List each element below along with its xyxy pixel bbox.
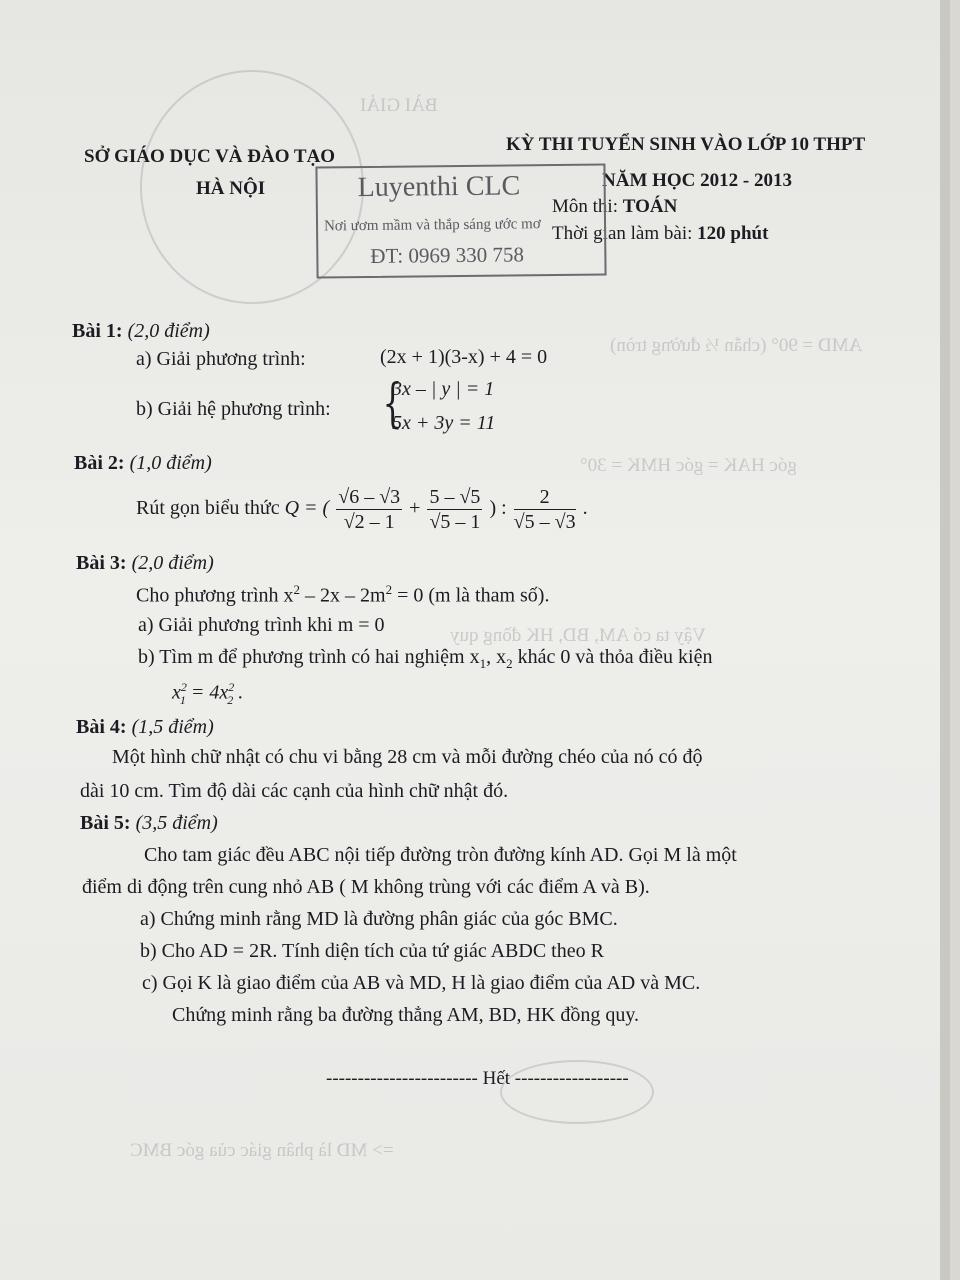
fraction-3: $\frac{2}{√5 - √3}$ [513, 485, 576, 533]
problem-5c: c) Gọi K là giao điểm của AB và MD, H là giao điểm của AD và MC. [142, 972, 701, 994]
subject-value: TOÁN [622, 196, 678, 217]
school-year: NĂM HỌC 2012 - 2013 [602, 170, 792, 191]
problem-4-line2: dài 10 cm. Tìm độ dài các cạnh của hình chữ nhật đó. [80, 780, 509, 802]
exam-title: KỲ THI TUYỂN SINH VÀO LỚP 10 THPT [506, 134, 866, 155]
subject-label: Môn thi: [552, 196, 618, 217]
system-equation-1: 3x – | y | = 1 [392, 378, 495, 400]
problem-4-heading: Bài 4: (1,5 điểm) [76, 716, 214, 738]
department-name: SỞ GIÁO DỤC VÀ ĐÀO TẠO [84, 146, 336, 167]
problem-1a: a) Giải phương trình: [136, 348, 306, 370]
problem-3-statement: Cho phương trình $x^2 - 2x - 2m^2 = 0$ (m là tham số). [136, 582, 550, 607]
paper-edge [940, 0, 950, 1280]
stamp-slogan: Nơi ươm mầm và thắp sáng ước mơ [323, 216, 541, 235]
stamp-phone: ĐT: 0969 330 758 [370, 242, 525, 268]
time-value: 120 phút [697, 223, 769, 244]
problem-4-line1: Một hình chữ nhật có chu vi bằng 28 cm và mỗi đường chéo của nó có độ [112, 746, 703, 768]
problem-5c-continued: Chứng minh rằng ba đường thẳng AM, BD, HK đồng quy. [172, 1004, 640, 1026]
problem-3b: b) Tìm m để phương trình có hai nghiệm $x_1$, $x_2$ khác 0 và thỏa điều kiện [138, 646, 713, 671]
problem-2-heading: Bài 2: (1,0 điểm) [74, 452, 212, 474]
bleed-through-answer-text: BÀI GIẢI [360, 95, 438, 116]
problem-2-expression: Rút gọn biểu thức Q = ( $\frac{√6 - √3}{√2 - 1}$ + $\frac{5 - √5}{√5 - 1}$ ) : $\frac{2}{√5 - √3}$ . [136, 485, 588, 533]
bleed-through-answer-text: => MD là phân giác của góc BMC [130, 1140, 394, 1161]
system-equation-2: 5x + 3y = 11 [392, 412, 496, 434]
system-brace: { [382, 374, 403, 434]
problem-5-line2: điểm di động trên cung nhỏ AB ( M không trùng với các điểm A và B). [82, 876, 650, 898]
city-name: HÀ NỘI [196, 178, 266, 199]
time-label: Thời gian làm bài: [552, 223, 693, 244]
problem-1a-equation: (2x + 1)(3-x) + 4 = 0 [380, 346, 548, 368]
problem-1-heading: Bài 1: (2,0 điểm) [72, 320, 210, 342]
problem-1b: b) Giải hệ phương trình: [136, 398, 331, 420]
stamp-brand: Luyenthi CLC [357, 170, 521, 204]
bleed-through-answer-text: góc HAK = góc HMK = 30° [580, 455, 797, 476]
problem-3-heading: Bài 3: (2,0 điểm) [76, 552, 214, 574]
problem-3b-condition: $x^2_1 = 4x^2_2$ . [172, 680, 244, 707]
end-marker: ------------------------ Hết ------------------ [326, 1068, 629, 1089]
fraction-2: $\frac{5 - √5}{√5 - 1}$ [429, 485, 481, 533]
problem-5a: a) Chứng minh rằng MD là đường phân giác của góc BMC. [140, 908, 618, 930]
fraction-1: $\frac{√6 - √3}{√2 - 1}$ [338, 485, 401, 533]
problem-5b: b) Cho AD = 2R. Tính diện tích của tứ giác ABDC theo R [140, 940, 604, 962]
bleed-through-answer-text: AMD = 90° (chắn ½ đường tròn) [610, 335, 863, 356]
problem-5-line1: Cho tam giác đều ABC nội tiếp đường tròn đường kính AD. Gọi M là một [144, 844, 737, 866]
problem-5-heading: Bài 5: (3,5 điểm) [80, 812, 218, 834]
watermark-stamp [315, 163, 606, 278]
problem-3a: a) Giải phương trình khi m = 0 [138, 614, 385, 636]
bleed-through-answer-text: Vậy ta có AM, BD, HK đồng quy [450, 625, 706, 646]
